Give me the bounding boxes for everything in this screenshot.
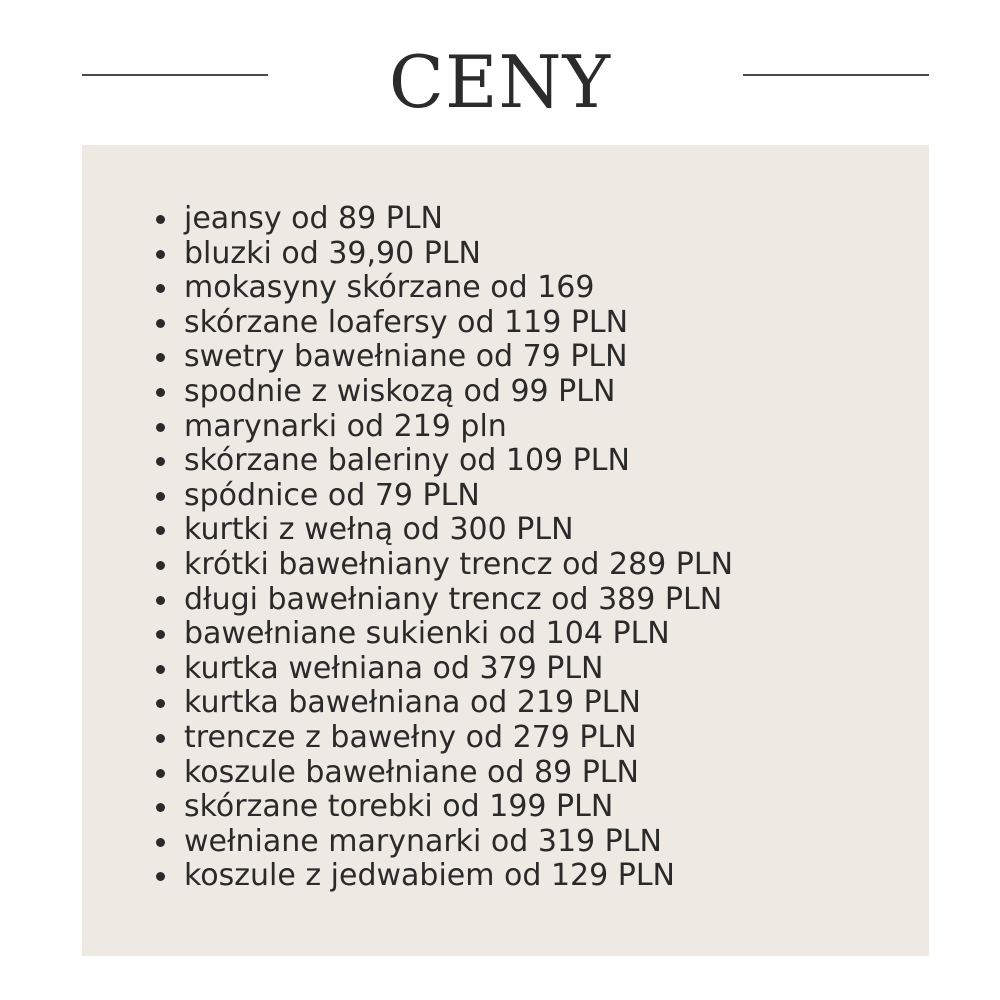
price-item-label: skórzane loafersy od 119 PLN — [184, 304, 629, 340]
title-rule-right — [743, 74, 929, 76]
price-item — [150, 686, 733, 721]
bullet-icon — [156, 734, 165, 743]
bullet-icon — [156, 803, 165, 812]
bullet-icon — [156, 699, 165, 708]
price-item — [150, 721, 733, 756]
price-list — [150, 202, 733, 894]
price-item — [150, 340, 733, 375]
price-item — [150, 375, 733, 410]
price-item-label: wełniane marynarki od 319 PLN — [184, 823, 662, 859]
bullet-icon — [156, 250, 165, 259]
price-item — [150, 306, 733, 341]
price-item-label: bluzki od 39,90 PLN — [184, 235, 481, 271]
price-item — [150, 237, 733, 272]
price-item — [150, 271, 733, 306]
price-item — [150, 513, 733, 548]
price-item-label: mokasyny skórzane od 169 — [184, 270, 595, 306]
bullet-icon — [156, 457, 165, 466]
price-item — [150, 790, 733, 825]
price-item — [150, 202, 733, 237]
price-item-label: spódnice od 79 PLN — [184, 477, 480, 513]
price-item-label: kurtki z wełną od 300 PLN — [184, 512, 574, 548]
bullet-icon — [156, 423, 165, 432]
price-item-label: skórzane torebki od 199 PLN — [184, 789, 614, 825]
bullet-icon — [156, 561, 165, 570]
price-item-label: koszule bawełniane od 89 PLN — [184, 754, 639, 790]
bullet-icon — [156, 665, 165, 674]
bullet-icon — [156, 319, 165, 328]
price-item — [150, 617, 733, 652]
price-item — [150, 410, 733, 445]
price-item-label: kurtka bawełniana od 219 PLN — [184, 685, 641, 721]
bullet-icon — [156, 526, 165, 535]
bullet-icon — [156, 630, 165, 639]
bullet-icon — [156, 872, 165, 881]
price-item — [150, 652, 733, 687]
bullet-icon — [156, 838, 165, 847]
price-item — [150, 825, 733, 860]
bullet-icon — [156, 353, 165, 362]
price-item-label: długi bawełniany trencz od 389 PLN — [184, 581, 723, 617]
price-item — [150, 859, 733, 894]
price-item — [150, 756, 733, 791]
bullet-icon — [156, 492, 165, 501]
bullet-icon — [156, 388, 165, 397]
bullet-icon — [156, 596, 165, 605]
bullet-icon — [156, 769, 165, 778]
price-item-label: swetry bawełniane od 79 PLN — [184, 339, 628, 375]
price-item-label: krótki bawełniany trencz od 289 PLN — [184, 546, 734, 582]
bullet-icon — [156, 215, 165, 224]
price-item-label: jeansy od 89 PLN — [184, 201, 443, 236]
price-item — [150, 444, 733, 479]
bullet-icon — [156, 284, 165, 293]
price-item-label: koszule z jedwabiem od 129 PLN — [184, 858, 675, 894]
price-item-label: trencze z bawełny od 279 PLN — [184, 719, 637, 755]
price-item-label: bawełniane sukienki od 104 PLN — [184, 616, 670, 652]
page-title: CENY — [388, 40, 612, 124]
price-item-label: skórzane baleriny od 109 PLN — [184, 443, 630, 479]
price-item — [150, 479, 733, 514]
price-item-label: marynarki od 219 pln — [184, 408, 507, 444]
price-item — [150, 583, 733, 618]
price-item — [150, 548, 733, 583]
price-item-label: spodnie z wiskozą od 99 PLN — [184, 373, 616, 409]
price-item-label: kurtka wełniana od 379 PLN — [184, 650, 604, 686]
